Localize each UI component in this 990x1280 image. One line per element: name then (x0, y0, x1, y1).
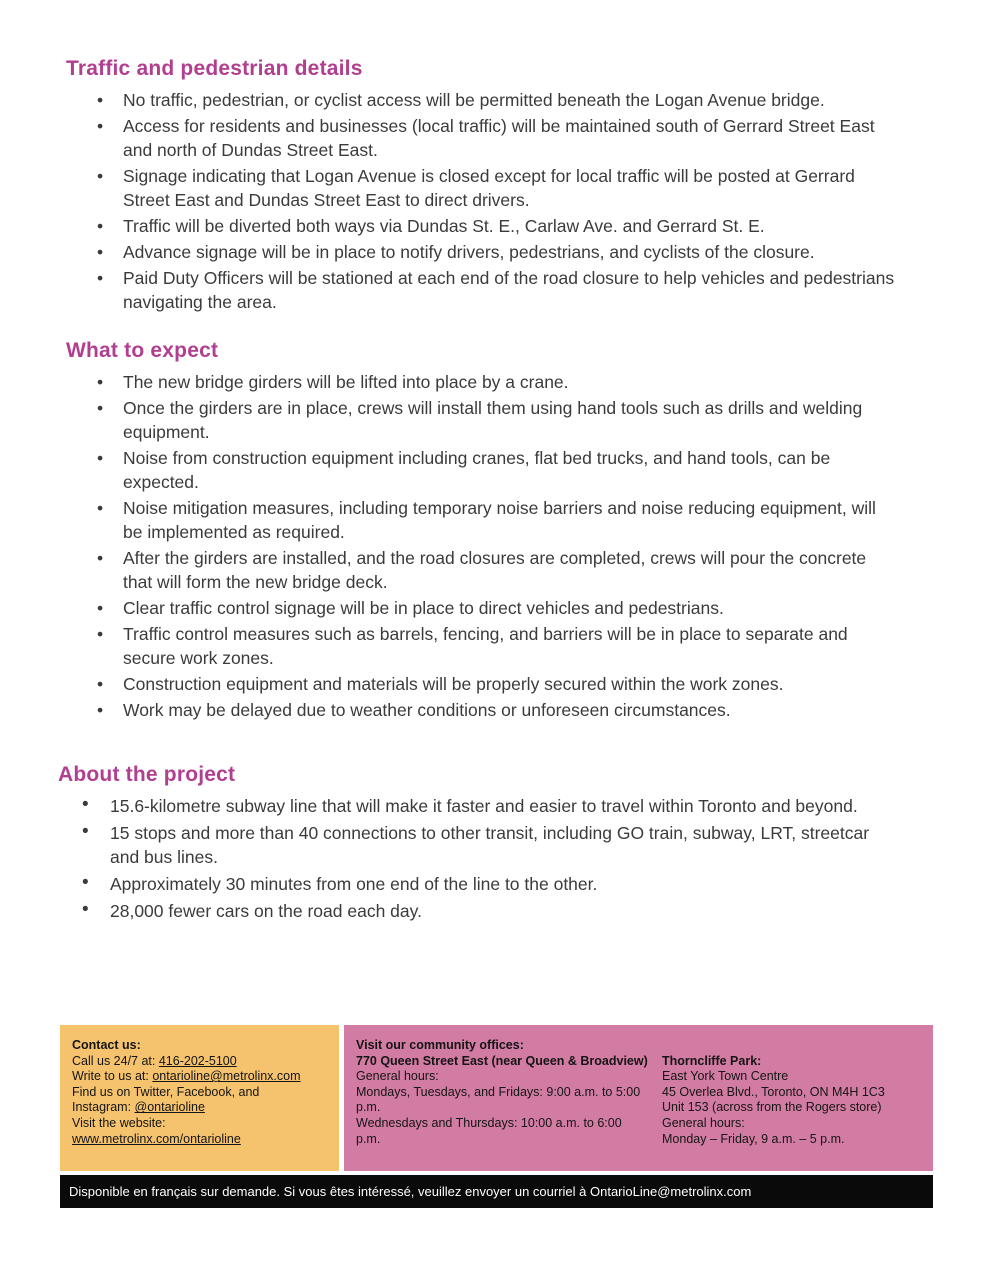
bullet-item: • Approximately 30 minutes from one end of the line to the other. (110, 872, 898, 896)
office-line: Mondays, Tuesdays, and Fridays: 9:00 a.m. to 5:00 p.m. (356, 1084, 641, 1115)
bullet-item: • Construction equipment and materials will be properly secured within the work zones. (123, 672, 898, 696)
contact-line-text: Write to us at: (72, 1069, 153, 1084)
french-availability-text: Disponible en français sur demande. Si vous êtes intéressé, veuillez envoyer un courriel à OntarioLine@metrolinx.com (69, 1184, 752, 1199)
heading-traffic-details: Traffic and pedestrian details (66, 57, 363, 80)
office-line: Monday – Friday, 9 a.m. – 5 p.m. (662, 1131, 845, 1146)
contact-line-website (72, 1132, 327, 1148)
section-what-to-expect (66, 338, 898, 722)
instagram-link[interactable]: @ontarioline (134, 1100, 205, 1115)
contact-line-text: Find us on Twitter, Facebook, and (72, 1084, 260, 1099)
office-name: 770 Queen Street East (near Queen & Broadview) (356, 1053, 648, 1068)
section-traffic-details (66, 56, 898, 314)
contact-line-text: Instagram: (72, 1100, 135, 1115)
office-line: East York Town Centre (662, 1069, 789, 1084)
bullet-item: • After the girders are installed, and the road closures are completed, crews will pour the concrete that will form the new bridge deck. (123, 546, 898, 594)
bullet-item: • 15.6-kilometre subway line that will make it faster and easier to travel within Toronto and beyond. (110, 794, 898, 818)
offices-heading: Visit our community offices: (356, 1038, 524, 1052)
bullet-item: • Signage indicating that Logan Avenue is closed except for local traffic will be posted at Gerrard Street East and Dundas Street East to direct drivers. (123, 164, 898, 212)
bullet-item: • Noise mitigation measures, including temporary noise barriers and noise reducing equipment, will be implemented as required. (123, 496, 898, 544)
bullet-item: • Work may be delayed due to weather conditions or unforeseen circumstances. (123, 698, 898, 722)
contact-heading: Contact us: (72, 1038, 141, 1052)
community-offices-box (344, 1025, 933, 1171)
office-line: General hours: (356, 1069, 439, 1084)
traffic-details-list (66, 88, 898, 314)
bullet-item: • 28,000 fewer cars on the road each day. (110, 899, 898, 923)
footer-boxes (60, 1025, 933, 1171)
bullet-item: • Access for residents and businesses (local traffic) will be maintained south of Gerrard Street East and north of Dundas Street East. (123, 114, 898, 162)
office-line: General hours: (662, 1115, 745, 1130)
contact-line-text: Call us 24/7 at: (72, 1053, 159, 1068)
section-about-project (58, 762, 898, 923)
bullet-item: • Traffic will be diverted both ways via Dundas St. E., Carlaw Ave. and Gerrard St. E. (123, 214, 898, 238)
bullet-item: • No traffic, pedestrian, or cyclist access will be permitted beneath the Logan Avenue bridge. (123, 88, 898, 112)
email-link[interactable]: ontarioline@metrolinx.com (152, 1069, 301, 1084)
contact-box (60, 1025, 339, 1171)
office-line: Unit 153 (across from the Rogers store) (662, 1100, 882, 1115)
bullet-item: • Advance signage will be in place to notify drivers, pedestrians, and cyclists of the closure. (123, 240, 898, 264)
bullet-item: • Once the girders are in place, crews will install them using hand tools such as drills and welding equipment. (123, 396, 898, 444)
office-line: Wednesdays and Thursdays: 10:00 a.m. to 6:00 p.m. (356, 1115, 622, 1146)
bullet-item: • 15 stops and more than 40 connections to other transit, including GO train, subway, LRT, streetcar and bus lines. (110, 821, 898, 869)
bullet-item: • The new bridge girders will be lifted into place by a crane. (123, 370, 898, 394)
heading-about-project: About the project (58, 763, 236, 786)
contact-line-website-label (72, 1116, 327, 1132)
contact-line-social-2 (72, 1100, 327, 1116)
what-to-expect-list (66, 370, 898, 722)
office-line: 45 Overlea Blvd., Toronto, ON M4H 1C3 (662, 1084, 885, 1099)
bullet-item: • Paid Duty Officers will be stationed at each end of the road closure to help vehicles and pedestrians navigating the area. (123, 266, 898, 314)
bullet-item: • Noise from construction equipment including cranes, flat bed trucks, and hand tools, can be expected. (123, 446, 898, 494)
contact-line-text: Visit the website: (72, 1115, 166, 1130)
contact-line-email (72, 1069, 327, 1085)
phone-link[interactable]: 416-202-5100 (158, 1053, 237, 1068)
bullet-item: • Clear traffic control signage will be in place to direct vehicles and pedestrians. (123, 596, 898, 620)
heading-what-to-expect: What to expect (66, 339, 219, 362)
office-queen-street (356, 1038, 662, 1161)
office-thorncliffe-park (662, 1038, 921, 1161)
office-name: Thorncliffe Park: (662, 1053, 762, 1068)
contact-line-phone (72, 1054, 327, 1070)
bullet-item: • Traffic control measures such as barrels, fencing, and barriers will be in place to separate and secure work zones. (123, 622, 898, 670)
website-link[interactable]: www.metrolinx.com/ontarioline (72, 1131, 241, 1146)
french-availability-bar (60, 1175, 933, 1208)
contact-line-social-1 (72, 1085, 327, 1101)
about-project-list (58, 794, 898, 923)
